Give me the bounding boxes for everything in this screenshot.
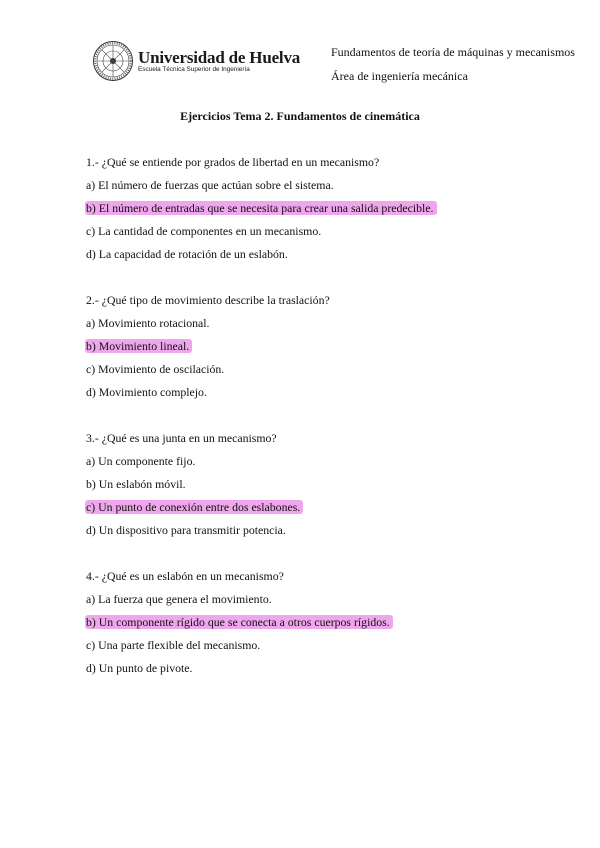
question-4-option-b — [86, 614, 393, 630]
answer-highlight: b) Movimiento lineal. — [85, 339, 192, 353]
question-4-option-a: a) La fuerza que genera el movimiento. — [86, 592, 272, 606]
answer-highlight: b) El número de entradas que se necesita para crear una salida predecible. — [85, 201, 437, 215]
course-name: Fundamentos de teoría de máquinas y mecanismos — [331, 45, 575, 59]
question-4: 4.- ¿Qué es un eslabón en un mecanismo? — [86, 569, 284, 583]
question-1: 1.- ¿Qué se entiende por grados de libertad en un mecanismo? — [86, 155, 380, 169]
question-3: 3.- ¿Qué es una junta en un mecanismo? — [86, 431, 277, 445]
page-title: Ejercicios Tema 2. Fundamentos de cinemática — [180, 109, 420, 123]
question-1-option-b — [86, 200, 437, 216]
area-name: Área de ingeniería mecánica — [331, 69, 468, 83]
answer-highlight: c) Un punto de conexión entre dos eslabones. — [85, 500, 303, 514]
question-2-option-a: a) Movimiento rotacional. — [86, 316, 210, 330]
question-1-option-a: a) El número de fuerzas que actúan sobre el sistema. — [86, 178, 334, 192]
question-3-option-b: b) Un eslabón móvil. — [86, 477, 186, 491]
question-3-option-d: d) Un dispositivo para transmitir potencia. — [86, 523, 286, 537]
logo-school-name: Escuela Técnica Superior de Ingeniería — [138, 66, 250, 73]
question-4-option-c: c) Una parte flexible del mecanismo. — [86, 638, 261, 652]
header-info — [331, 40, 575, 88]
university-seal-icon — [92, 40, 134, 82]
question-3-option-a: a) Un componente fijo. — [86, 454, 196, 468]
question-2-option-c: c) Movimiento de oscilación. — [86, 362, 225, 376]
question-2-option-b — [86, 338, 192, 354]
page-header — [0, 0, 600, 100]
question-3-option-c — [86, 499, 303, 515]
logo-university-name: Universidad de Huelva — [138, 48, 301, 67]
question-1-option-c: c) La cantidad de componentes en un mecanismo. — [86, 224, 322, 238]
question-2: 2.- ¿Qué tipo de movimiento describe la traslación? — [86, 293, 330, 307]
question-4-option-d: d) Un punto de pivote. — [86, 661, 193, 675]
university-logo — [92, 40, 301, 84]
question-1-option-d: d) La capacidad de rotación de un eslabón. — [86, 247, 288, 261]
answer-highlight: b) Un componente rígido que se conecta a otros cuerpos rígidos. — [85, 615, 393, 629]
question-2-option-d: d) Movimiento complejo. — [86, 385, 207, 399]
